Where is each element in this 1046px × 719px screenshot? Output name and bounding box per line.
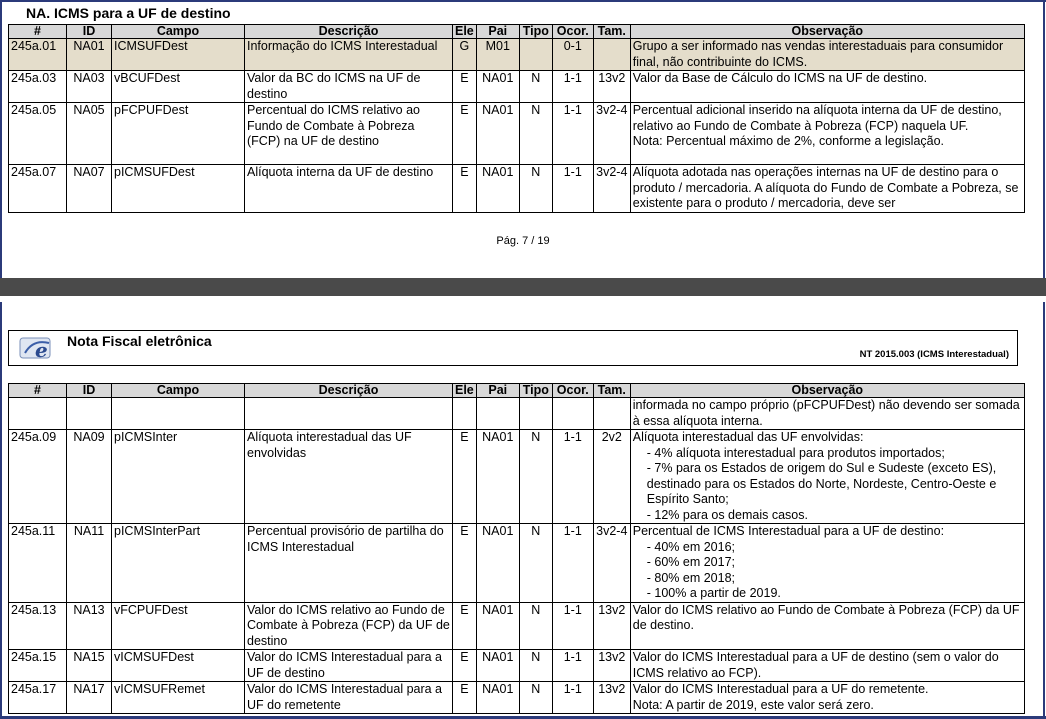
cell-ele: E <box>453 602 477 650</box>
cell-tam: 3v2-4 <box>593 524 630 603</box>
col-header-ele: Ele <box>453 384 477 398</box>
table-row <box>9 602 1025 650</box>
col-header-pai: Pai <box>476 384 519 398</box>
cell-ocor: 1-1 <box>552 650 593 682</box>
col-header-tipo: Tipo <box>519 384 552 398</box>
cell-ocor: 1-1 <box>552 430 593 524</box>
cell-ocor: 1-1 <box>552 103 593 165</box>
nfe-logo-icon <box>19 335 59 361</box>
header-title: Nota Fiscal eletrônica <box>67 333 212 349</box>
col-header-observacao: Observação <box>630 25 1024 39</box>
cell-campo: ICMSUFDest <box>112 39 245 71</box>
cell-observacao: Valor do ICMS Interestadual para a UF de destino (sem o valor do ICMS relativo ao FCP). <box>630 650 1024 682</box>
frame-right-border <box>1043 0 1045 719</box>
col-header-campo: Campo <box>112 25 245 39</box>
cell-campo <box>112 398 245 430</box>
page-number: Pág. 7 / 19 <box>496 235 550 247</box>
obs-list-item: - 12% para os demais casos. <box>646 507 808 522</box>
svg-text:e: e <box>35 338 48 361</box>
cell-ocor: 0-1 <box>552 39 593 71</box>
cell-tipo: N <box>519 650 552 682</box>
cell-pai: NA01 <box>476 650 519 682</box>
obs-list-item: - 80% em 2018; <box>646 570 736 585</box>
cell-ocor: 1-1 <box>552 165 593 213</box>
cell-campo: pFCPUFDest <box>112 103 245 165</box>
table-row <box>9 430 1025 524</box>
obs-note: Nota: Percentual máximo de 2%, conforme a legislação. <box>632 134 945 148</box>
table-row <box>9 71 1025 103</box>
cell-num: 245a.01 <box>9 39 67 71</box>
cell-observacao: Valor do ICMS relativo ao Fundo de Combate à Pobreza (FCP) da UF de destino. <box>630 602 1024 650</box>
obs-list-item: - 40% em 2016; <box>646 539 736 554</box>
table-row <box>9 682 1025 714</box>
cell-tam: 2v2 <box>593 430 630 524</box>
cell-tam: 13v2 <box>593 650 630 682</box>
table-header-row <box>9 25 1025 39</box>
obs-list-item: - 4% alíquota interestadual para produtos importados; <box>646 445 945 460</box>
cell-ocor: 1-1 <box>552 524 593 603</box>
cell-descricao: Valor do ICMS Interestadual para a UF de destino <box>245 650 453 682</box>
obs-text: Valor do ICMS Interestadual para a UF do remetente. <box>632 682 929 696</box>
cell-ele: E <box>453 165 477 213</box>
cell-descricao: Alíquota interestadual das UF envolvidas <box>245 430 453 524</box>
cell-pai: NA01 <box>476 602 519 650</box>
cell-descricao: Valor do ICMS Interestadual para a UF do remetente <box>245 682 453 714</box>
cell-descricao <box>245 398 453 430</box>
cell-id: NA15 <box>67 650 112 682</box>
col-header-ocor: Ocor. <box>552 384 593 398</box>
obs-text: Alíquota interestadual das UF envolvidas: <box>632 430 864 444</box>
cell-ocor: 1-1 <box>552 71 593 103</box>
cell-ocor: 1-1 <box>552 602 593 650</box>
cell-id: NA07 <box>67 165 112 213</box>
cell-tipo: N <box>519 71 552 103</box>
cell-ele: E <box>453 524 477 603</box>
cell-observacao <box>630 103 1024 165</box>
col-header-num: # <box>9 384 67 398</box>
frame-top-border <box>0 0 1046 2</box>
cell-tam: 3v2-4 <box>593 165 630 213</box>
cell-id: NA01 <box>67 39 112 71</box>
cell-observacao <box>630 682 1024 714</box>
cell-pai: NA01 <box>476 71 519 103</box>
cell-descricao: Valor da BC do ICMS na UF de destino <box>245 71 453 103</box>
page-header <box>8 330 1018 366</box>
cell-ocor <box>552 398 593 430</box>
col-header-pai: Pai <box>476 25 519 39</box>
obs-text: Percentual de ICMS Interestadual para a UF de destino: <box>632 524 945 538</box>
table-row-continuation <box>9 398 1025 430</box>
cell-ocor: 1-1 <box>552 682 593 714</box>
cell-ele: E <box>453 650 477 682</box>
cell-ele: E <box>453 430 477 524</box>
col-header-ocor: Ocor. <box>552 25 593 39</box>
cell-campo: pICMSUFDest <box>112 165 245 213</box>
cell-ele: E <box>453 103 477 165</box>
cell-num: 245a.11 <box>9 524 67 603</box>
cell-tam <box>593 398 630 430</box>
col-header-descricao: Descrição <box>245 25 453 39</box>
cell-id: NA11 <box>67 524 112 603</box>
col-header-num: # <box>9 25 67 39</box>
page-break-spacer <box>0 296 1046 302</box>
page-break-separator <box>0 278 1046 296</box>
section-title: NA. ICMS para a UF de destino <box>26 5 231 21</box>
col-header-tam: Tam. <box>593 25 630 39</box>
cell-id: NA17 <box>67 682 112 714</box>
cell-campo: vFCPUFDest <box>112 602 245 650</box>
table-row <box>9 524 1025 603</box>
cell-tipo: N <box>519 103 552 165</box>
cell-id <box>67 398 112 430</box>
table-row <box>9 39 1025 71</box>
table-row <box>9 650 1025 682</box>
obs-list-item: - 7% para os Estados de origem do Sul e Sudeste (exceto ES), destinado para os Estados do Norte, Nordeste, Centro-Oeste e Espírito Santo; <box>646 461 997 506</box>
col-header-tipo: Tipo <box>519 25 552 39</box>
cell-num: 245a.15 <box>9 650 67 682</box>
cell-num: 245a.07 <box>9 165 67 213</box>
cell-observacao: Valor da Base de Cálculo do ICMS na UF de destino. <box>630 71 1024 103</box>
header-reference: NT 2015.003 (ICMS Interestadual) <box>859 349 1009 360</box>
cell-pai: NA01 <box>476 103 519 165</box>
cell-observacao <box>630 524 1024 603</box>
cell-num <box>9 398 67 430</box>
cell-tipo: N <box>519 524 552 603</box>
obs-list-item: - 100% a partir de 2019. <box>646 586 781 600</box>
cell-descricao: Informação do ICMS Interestadual <box>245 39 453 71</box>
col-header-descricao: Descrição <box>245 384 453 398</box>
cell-tam <box>593 39 630 71</box>
cell-num: 245a.03 <box>9 71 67 103</box>
cell-ele: G <box>453 39 477 71</box>
col-header-id: ID <box>67 25 112 39</box>
cell-num: 245a.17 <box>9 682 67 714</box>
cell-id: NA13 <box>67 602 112 650</box>
cell-id: NA09 <box>67 430 112 524</box>
cell-tam: 13v2 <box>593 602 630 650</box>
cell-tipo: N <box>519 430 552 524</box>
obs-text: Percentual adicional inserido na alíquota interna da UF de destino, relativo ao Fundo de Combate à Pobreza (FCP) naquela UF. <box>632 103 1002 133</box>
cell-pai: NA01 <box>476 165 519 213</box>
cell-campo: vBCUFDest <box>112 71 245 103</box>
cell-num: 245a.09 <box>9 430 67 524</box>
cell-pai: NA01 <box>476 430 519 524</box>
cell-ele <box>453 398 477 430</box>
col-header-ele: Ele <box>453 25 477 39</box>
cell-descricao: Percentual do ICMS relativo ao Fundo de Combate à Pobreza (FCP) na UF de destino <box>245 103 453 165</box>
cell-descricao: Valor do ICMS relativo ao Fundo de Combate à Pobreza (FCP) da UF de destino <box>245 602 453 650</box>
cell-campo: pICMSInter <box>112 430 245 524</box>
cell-campo: vICMSUFRemet <box>112 682 245 714</box>
cell-observacao: Grupo a ser informado nas vendas interestaduais para consumidor final, não contribuinte do ICMS. <box>630 39 1024 71</box>
cell-num: 245a.13 <box>9 602 67 650</box>
col-header-tam: Tam. <box>593 384 630 398</box>
cell-tipo <box>519 39 552 71</box>
cell-pai: NA01 <box>476 682 519 714</box>
frame-left-border <box>0 0 2 719</box>
cell-pai <box>476 398 519 430</box>
cell-tipo: N <box>519 165 552 213</box>
cell-ele: E <box>453 682 477 714</box>
fields-table-page-8 <box>8 383 1025 714</box>
cell-observacao <box>630 430 1024 524</box>
cell-descricao: Alíquota interna da UF de destino <box>245 165 453 213</box>
table-row <box>9 165 1025 213</box>
cell-tipo: N <box>519 602 552 650</box>
cell-pai: M01 <box>476 39 519 71</box>
cell-num: 245a.05 <box>9 103 67 165</box>
cell-descricao: Percentual provisório de partilha do ICMS Interestadual <box>245 524 453 603</box>
cell-tam: 3v2-4 <box>593 103 630 165</box>
col-header-id: ID <box>67 384 112 398</box>
cell-id: NA05 <box>67 103 112 165</box>
table-row <box>9 103 1025 165</box>
cell-campo: vICMSUFDest <box>112 650 245 682</box>
cell-pai: NA01 <box>476 524 519 603</box>
cell-ele: E <box>453 71 477 103</box>
table-header-row <box>9 384 1025 398</box>
cell-campo: pICMSInterPart <box>112 524 245 603</box>
obs-note: Nota: A partir de 2019, este valor será zero. <box>632 697 874 712</box>
cell-observacao: informada no campo próprio (pFCPUFDest) não devendo ser somada à essa alíquota interna. <box>630 398 1024 430</box>
cell-tam: 13v2 <box>593 682 630 714</box>
cell-observacao: Alíquota adotada nas operações internas na UF de destino para o produto / mercadoria. A alíquota do Fundo de Combate a Pobreza, se existente para o produto / mercadoria, deve ser <box>630 165 1024 213</box>
cell-tipo: N <box>519 682 552 714</box>
cell-tipo <box>519 398 552 430</box>
obs-list-item: - 60% em 2017; <box>646 555 736 569</box>
col-header-campo: Campo <box>112 384 245 398</box>
cell-tam: 13v2 <box>593 71 630 103</box>
cell-id: NA03 <box>67 71 112 103</box>
col-header-observacao: Observação <box>630 384 1024 398</box>
fields-table-page-7 <box>8 24 1025 213</box>
